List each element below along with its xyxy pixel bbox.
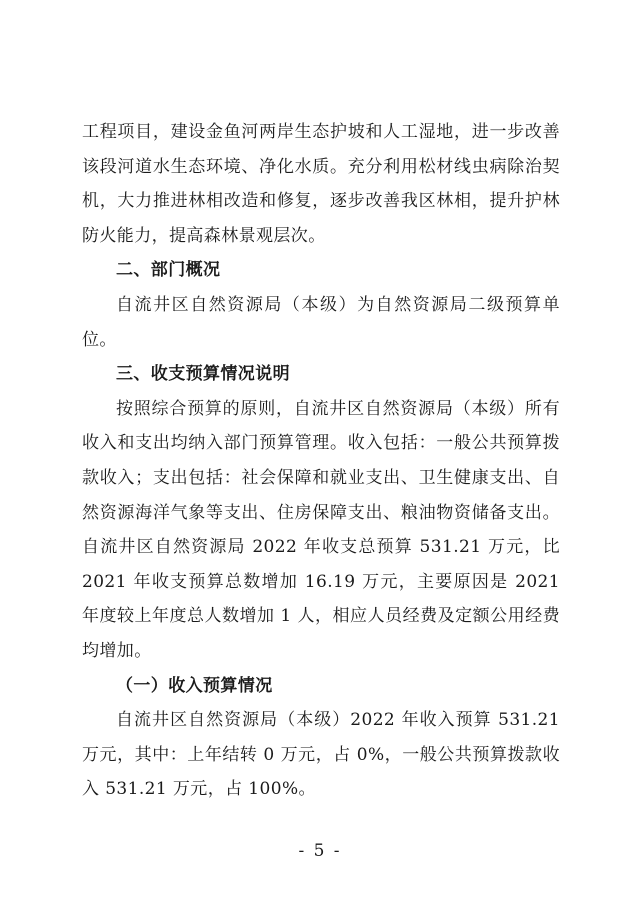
paragraph-income-budget: 自流井区自然资源局（本级）2022 年收入预算 531.21 万元，其中：上年结转 0 万元，占 0%，一般公共预算拨款收入 531.21 万元，占 100%。 [82, 710, 560, 800]
paragraph-budget-explanation: 按照综合预算的原则，自流井区自然资源局（本级）所有收入和支出均纳入部门预算管理。收入包括：一般公共预算拨款收入；支出包括：社会保障和就业支出、卫生健康支出、自然资源海洋气象等支出、住房保障支出、粮油物资储备支出。自流井区自然资源局 2022 年收支总预算 531.21 万元，比 2021 年收支预算总数增加 16.19 万元，主要原因是 2021 年度较上年度总人数增加 1 人，相应人员经费及定额公用经费均增加。 [82, 398, 560, 661]
page-number: - 5 - [298, 841, 342, 861]
section-heading-budget-explanation: 三、收支预算情况说明 [116, 364, 290, 385]
section-heading-department-overview: 二、部门概况 [116, 260, 221, 281]
paragraph-project-intro: 工程项目，建设金鱼河两岸生态护坡和人工湿地，进一步改善该段河道水生态环境、净化水质。充分利用松材线虫病除治契机，大力推进林相改造和修复，逐步改善我区林相，提升护林防火能力，提高森林景观层次。 [82, 122, 560, 246]
subsection-heading-income-budget: （一）收入预算情况 [116, 675, 273, 696]
paragraph-department-overview: 自流井区自然资源局（本级）为自然资源局二级预算单位。 [82, 294, 560, 350]
page-body [82, 115, 560, 807]
